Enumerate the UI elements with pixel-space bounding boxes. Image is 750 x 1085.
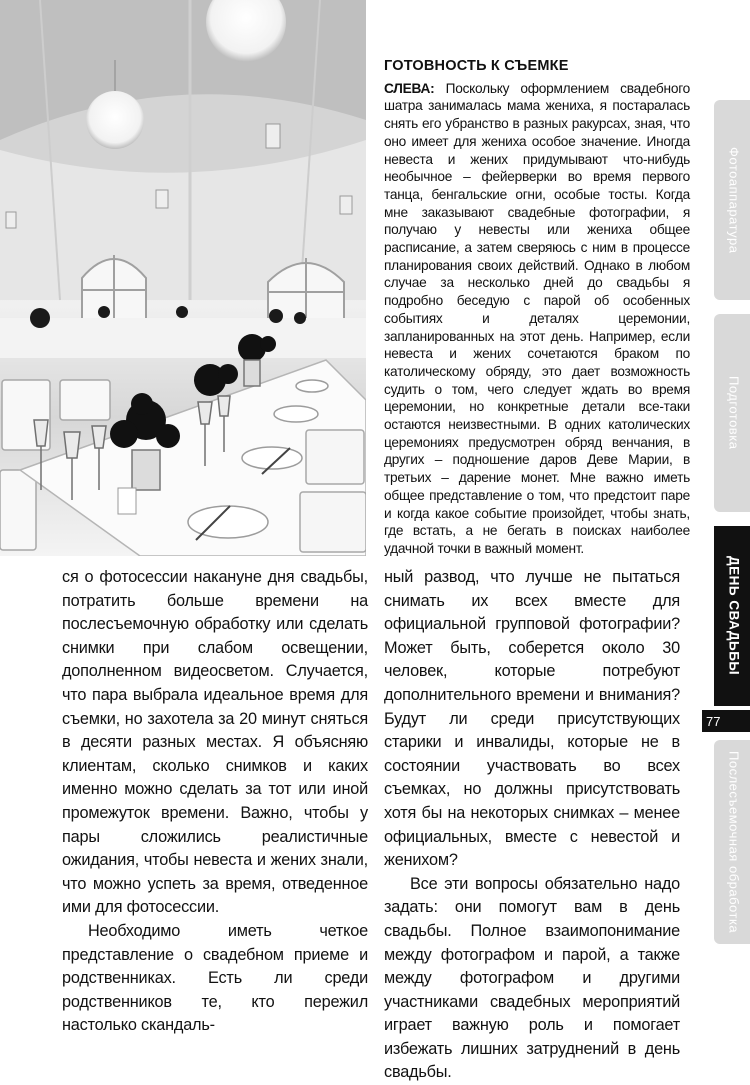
page-number: 77 [702, 708, 750, 732]
caption-heading: ГОТОВНОСТЬ К СЪЕМКЕ [384, 58, 569, 74]
caption-lead: СЛЕВА: [384, 80, 435, 96]
photo-caption [384, 58, 690, 558]
right-column [384, 566, 680, 1085]
wedding-tent-illustration [0, 0, 366, 556]
caption-body: Поскольку оформлением свадебного шатра занималась мама жениха, я постаралась снять его убранство в разных ракурсах, зная, что оно имеет для жениха особое значение. Иногда невеста и жених придумывают что-нибудь необычное – фейерверки во время первого танца, бенгальские огни, особые тосты. Когда мне заказывают свадебные фотографии, я получаю у невесты или жениха общее расписание, а затем сверяюсь с ним в процессе планирования своих действий. Однако в любом случае за несколько дней до свадьбы я подробно беседую с парой об особенных событиях и деталях церемонии, запланированных на этот день. Например, если невеста и жених сочетаются браком по католическому обряду, это дает возможность судить о том, чего следует ждать во время церемонии, но конкретные детали все-таки остаются неизвестными. В одних католических церемониях предусмотрен обряд венчания, в других – подношение даров Деве Марии, в третьих – дарение монет. Мне важно иметь общее представление о том, что предстоит паре и когда какое событие произойдет, чтобы знать, где встать, а не бегать в поисках наиболее удачной точки в важный момент. [384, 80, 690, 556]
tab-label: Фотоаппаратура [726, 146, 742, 254]
tab-camera-equipment [714, 100, 750, 300]
left-column [62, 566, 368, 1038]
left-paragraph-1: ся о фотосессии накануне дня свадьбы, потратить больше времени на послесъемочную обработку или сделать снимки при слабом освещении, дополненном видеосветом. Случается, что пара выбрала идеальное время для съемки, но захотела за 20 минут сняться в десяти разных местах. Я объясняю клиентам, сколько снимков и каких именно можно сделать за тот или иной промежуток времени. Важно, чтобы у пары сложились реалистичные ожидания, чтобы невеста и жених знали, что можно успеть за время, отведенное ими для фотосессии. [62, 568, 368, 917]
left-paragraph-2: Необходимо иметь четкое представление о свадебном приеме и родственниках. Есть ли среди родственников те, кто пережил настолько скандаль- [62, 921, 368, 1035]
tab-preparation [714, 314, 750, 512]
wedding-tent-photo [0, 0, 366, 556]
tab-wedding-day [714, 526, 750, 706]
tab-label: ДЕНЬ СВАДЬБЫ [726, 556, 742, 676]
right-paragraph-2: Все эти вопросы обязательно надо задать: они помогут вам в день свадьбы. Полное взаимопонимание между фотографом и парой, а также между фотографом и другими участниками свадебных мероприятий играет важную роль и помогает избежать лишних затруднений в день свадьбы. [384, 874, 680, 1082]
tab-label: Послесъемочная обработка [726, 750, 742, 934]
tab-label: Подготовка [726, 376, 742, 450]
right-paragraph-1: ный развод, что лучше не пытаться снимать их всех вместе для официальной групповой фотографии? Может быть, соберется около 30 человек, которые потребуют дополнительного времени и внимания? Будут ли среди присутствующих старики и инвалиды, которые не в состоянии участвовать во всех съемках, но должны присутствовать хотя бы на некоторых снимках – менее официальных, вместе с невестой и женихом? [384, 568, 680, 870]
tab-post-processing [714, 740, 750, 944]
caption-text [384, 80, 690, 558]
